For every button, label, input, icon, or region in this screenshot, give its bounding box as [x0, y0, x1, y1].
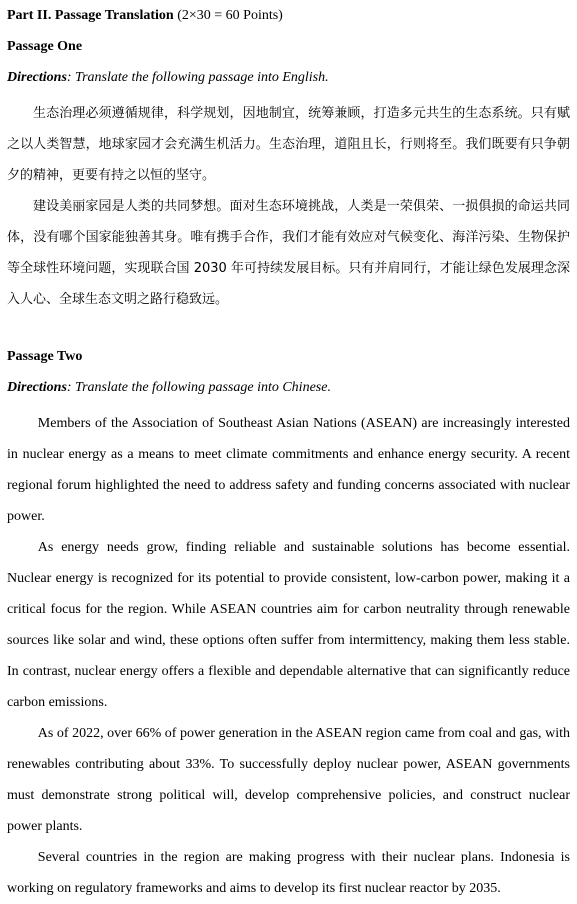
part-title: Part II. Passage Translation	[7, 8, 174, 23]
passage-two-paragraph-2: As energy needs grow, finding reliable and sustainable solutions has become essential. Nuclear energy is recognized for its potential to provide consistent, low-carbon power, making it a critical focus for the region. While ASEAN countries aim for carbon neutrality through renewable sources like solar and wind, these options often suffer from intermittency, making them less stable. In contrast, nuclear energy offers a flexible and dependable alternative that can significantly reduce carbon emissions.	[7, 540, 570, 710]
passage-one-directions-label: Directions	[7, 70, 67, 85]
passage-two-paragraph-3: As of 2022, over 66% of power generation in the ASEAN region came from coal and gas, with renewables contributing about 33%. To successfully deploy nuclear power, ASEAN governments must demonstrate strong political will, develop comprehensive policies, and construct nuclear power plants.	[7, 726, 570, 834]
passage-one-directions-text: : Translate the following passage into English.	[66, 70, 329, 85]
passage-two-title: Passage Two	[7, 349, 83, 364]
passage-two-paragraph-1: Members of the Association of Southeast Asian Nations (ASEAN) are increasingly interested in nuclear energy as a means to meet climate commitments and enhance energy security. A recent regional forum highlighted the need to address safety and funding concerns associated with nuclear power.	[7, 416, 570, 524]
passage-one-paragraph-2: 建设美丽家园是人类的共同梦想。面对生态环境挑战，人类是一荣俱荣、一损俱损的命运共同体，没有哪个国家能独善其身。唯有携手合作，我们才能有效应对气候变化、海洋污染、生物保护等全球性环境问题，实现联合国 2030 年可持续发展目标。只有并肩同行，才能让绿色发展理念深入人心、全球生态文明之路行稳致远。	[7, 199, 570, 307]
section-spacer	[7, 315, 570, 346]
part-heading	[7, 5, 570, 27]
part-points: (2×30 = 60 Points)	[177, 8, 283, 23]
passage-two-directions-label: Directions	[7, 380, 67, 395]
passage-one-directions	[7, 67, 570, 89]
passage-one-title: Passage One	[7, 39, 83, 54]
document-page	[7, 5, 570, 904]
passage-one-paragraph-1: 生态治理必须遵循规律，科学规划，因地制宜，统筹兼顾，打造多元共生的生态系统。只有赋之以人类智慧，地球家园才会充满生机活力。生态治理，道阻且长，行则将至。我们既要有只争朝夕的精神，更要有持之以恒的坚守。	[7, 106, 570, 183]
passage-two-directions	[7, 377, 570, 399]
passage-two-paragraph-4: Several countries in the region are making progress with their nuclear plans. Indonesia is working on regulatory frameworks and aims to develop its first nuclear reactor by 2035.	[7, 850, 570, 896]
passage-two-directions-text: : Translate the following passage into Chinese.	[66, 380, 331, 395]
